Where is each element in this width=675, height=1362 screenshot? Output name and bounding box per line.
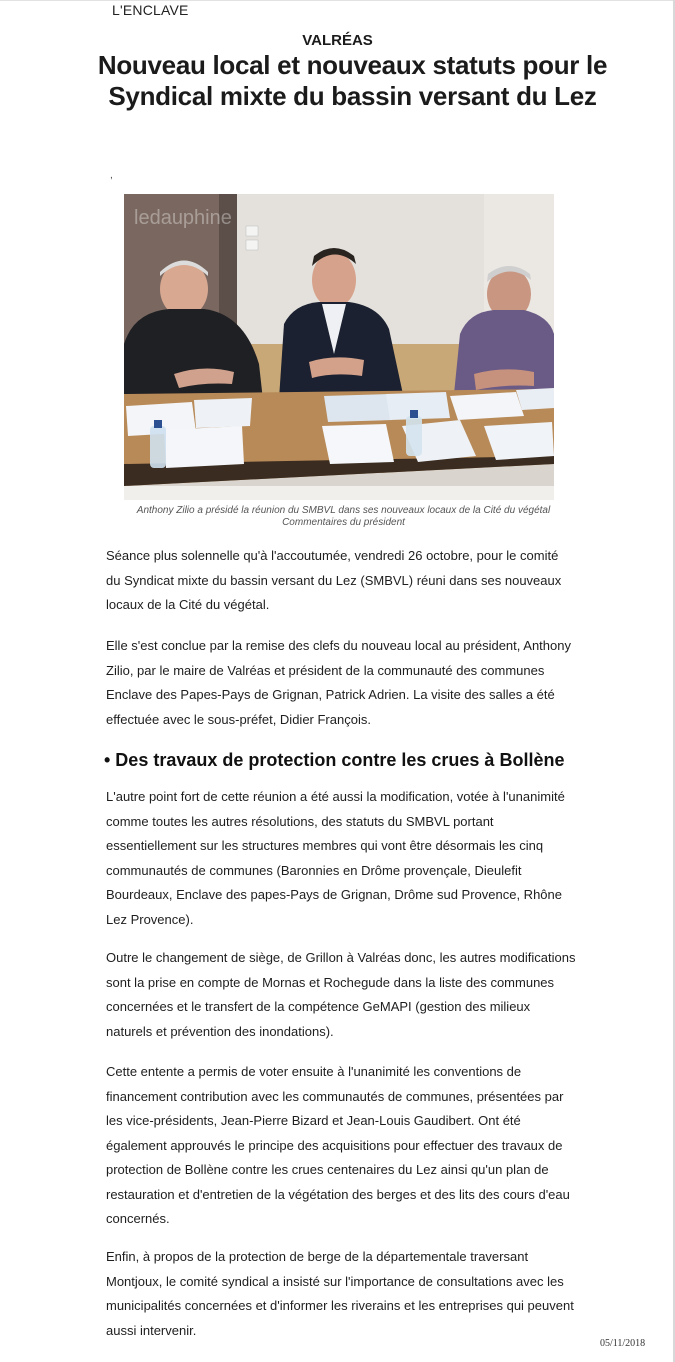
print-date: 05/11/2018 — [600, 1338, 646, 1349]
paragraph-4: Outre le changement de siège, de Grillon à Valréas donc, les autres modifications sont la prise en compte de Mornas et Rochegude dans la liste des communes concernées et le transfert de la compétence GeMAPI (gestion des milieux naturels et prévention des inondations). — [106, 950, 576, 1039]
stray-mark: , — [110, 170, 113, 181]
photo-watermark: ledauphine — [134, 207, 232, 229]
paragraph-2: Elle s'est conclue par la remise des clefs du nouveau local au président, Anthony Zilio, par le maire de Valréas et président de la communauté des communes Enclave des Papes-Pays de Grignan, Patrick Adrien. La visite des salles a été effectuée avec le sous-préfet, Didier François. — [106, 638, 571, 727]
article-rubric: VALRÉAS — [302, 32, 373, 49]
paragraph-6: Enfin, à propos de la protection de berge de la départementale traversant Montjoux, le comité syndical a insisté sur l'importance de consultations avec les municipalités concernées et d'informer les riverains et les entreprises qui peuvent aussi intervenir. — [106, 1249, 574, 1338]
section-subheading: • Des travaux de protection contre les crues à Bollène — [104, 750, 565, 770]
paragraph-5: Cette entente a permis de voter ensuite à l'unanimité les conventions de financement contribution avec les communautés de communes, présentées par les vice-présidents, Jean-Pierre Bizard et Jean-Louis Gaudibert. Ont été également approuvés le principe des acquisitions pour effectuer des travaux de protection de Bollène contre les crues centenaires du Lez ainsi qu'un plan de restauration et d'entretien de la végétation des berges et des lits des cours d'eau concernés. — [106, 1064, 570, 1226]
caption-line-2: Commentaires du président — [282, 517, 405, 528]
photo-caption — [96, 505, 591, 529]
paragraph-3: L'autre point fort de cette réunion a été aussi la modification, votée à l'unanimité comme toutes les autres résolutions, des statuts du SMBVL portant essentiellement sur les structures membres qui vont être désormais les cinq communautés de communes (Baronnies en Drôme provençale, Dieulefit Bourdeaux, Enclave des papes-Pays de Grignan, Drôme sud Provence, Rhône Lez Provence). — [106, 789, 565, 927]
page-top-edge — [0, 0, 675, 1]
paragraph-1: Séance plus solennelle qu'à l'accoutumée, vendredi 26 octobre, pour le comité du Syndicat mixte du bassin versant du Lez (SMBVL) réuni dans ses nouveaux locaux de la Cité du végétal. — [106, 548, 562, 612]
article-headline: Nouveau local et nouveaux statuts pour le Syndical mixte du bassin versant du Lez — [97, 50, 608, 111]
meeting-photo — [124, 194, 554, 500]
publication-source: L'ENCLAVE — [112, 2, 189, 18]
caption-line-1: Anthony Zilio a présidé la réunion du SMBVL dans ses nouveaux locaux de la Cité du végétal — [136, 505, 551, 516]
